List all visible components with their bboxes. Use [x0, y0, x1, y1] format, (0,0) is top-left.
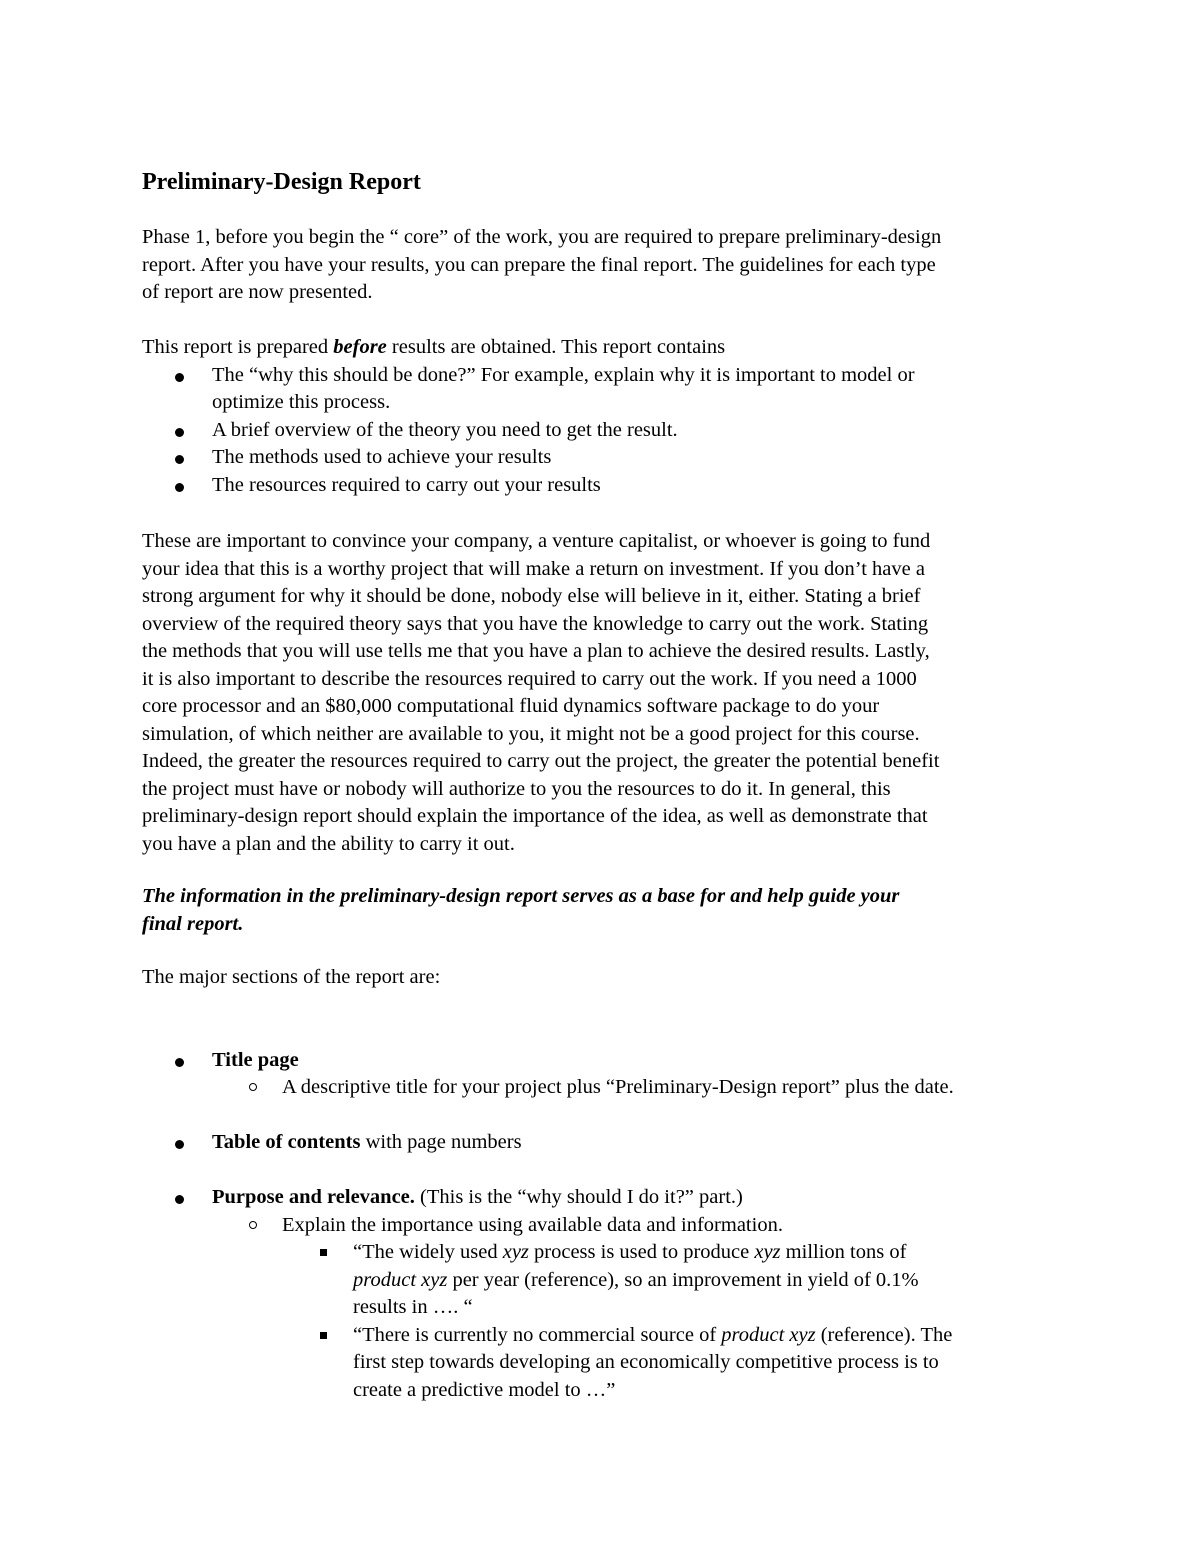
- sub-item-text: Explain the importance using available data and information.: [282, 1213, 783, 1236]
- intro-line: report. After you have your results, you can prepare the final report. The guidelines for each type: [142, 253, 936, 276]
- section-item-title-page: [142, 1047, 1072, 1075]
- bullet-icon: [175, 483, 184, 492]
- bullet-icon: [175, 373, 184, 382]
- list-item: [142, 444, 1072, 472]
- example-text: results in …. “: [353, 1296, 473, 1318]
- example-italic: product xyz: [721, 1323, 816, 1346]
- sections-intro: The major sections of the report are:: [142, 966, 441, 988]
- paragraph-line: Indeed, the greater the resources required to carry out the project, the greater the potential benefit: [142, 750, 940, 772]
- bullet-icon: [175, 455, 184, 464]
- prep-lead: [142, 334, 1072, 362]
- body-paragraph: [142, 528, 1072, 858]
- list-item: [142, 362, 1072, 417]
- bullet-icon: [175, 428, 184, 437]
- section-label: Table of contents: [212, 1131, 361, 1153]
- example-text: “There is currently no commercial source of: [353, 1323, 722, 1346]
- emphasis-line: The information in the preliminary-design report serves as a base for and help guide your: [142, 885, 900, 907]
- bullet-icon: [175, 1140, 184, 1149]
- sub-list-item: [142, 1212, 1072, 1240]
- paragraph-line: the methods that you will use tells me that you have a plan to achieve the desired results. Lastly,: [142, 640, 930, 662]
- paragraph-line: simulation, of which neither are available to you, it might not be a good project for this course.: [142, 722, 920, 745]
- section-text: with page numbers: [360, 1131, 522, 1153]
- circle-bullet-icon: [249, 1083, 257, 1091]
- example-text: (reference). The: [815, 1323, 953, 1346]
- section-item-purpose: [142, 1184, 1072, 1212]
- paragraph-line: core processor and an $80,000 computational fluid dynamics software package to do your: [142, 695, 880, 717]
- example-item: [142, 1322, 1072, 1405]
- list-item-text: The “why this should be done?” For example, explain why it is important to model or: [212, 363, 915, 386]
- intro-line: Phase 1, before you begin the “ core” of the work, you are required to prepare preliminary-design: [142, 226, 942, 248]
- square-bullet-icon: [320, 1249, 327, 1256]
- section-label: Purpose and relevance.: [212, 1186, 415, 1208]
- sub-item-text: A descriptive title for your project plus “Preliminary-Design report” plus the date.: [282, 1076, 954, 1098]
- example-item: [142, 1239, 1072, 1322]
- prep-lead-text: results are obtained. This report contains: [386, 336, 726, 358]
- example-text: “The widely used: [353, 1241, 503, 1263]
- paragraph-line: preliminary-design report should explain the importance of the idea, as well as demonstrate that: [142, 805, 928, 827]
- intro-paragraph: [142, 224, 1072, 307]
- example-text: process is used to produce: [528, 1241, 755, 1263]
- paragraph-line: the project must have or nobody will authorize to you the resources to do it. In general, this: [142, 777, 891, 800]
- paragraph-line: strong argument for why it should be done, nobody else will believe in it, either. Stating a brief: [142, 585, 921, 607]
- circle-bullet-icon: [249, 1221, 257, 1229]
- list-item-text: optimize this process.: [212, 391, 391, 413]
- list-item-text: A brief overview of the theory you need to get the result.: [212, 418, 678, 441]
- paragraph-line: overview of the required theory says that you have the knowledge to carry out the work. Stating: [142, 612, 929, 635]
- page-title: Preliminary-Design Report: [142, 169, 421, 195]
- prep-lead-emphasis: before: [333, 336, 387, 358]
- example-italic: xyz: [754, 1241, 781, 1263]
- list-item-text: The resources required to carry out your results: [212, 473, 601, 496]
- example-text: first step towards developing an economically competitive process is to: [353, 1351, 939, 1373]
- example-italic: product xyz: [353, 1268, 448, 1291]
- bullet-icon: [175, 1195, 184, 1204]
- list-item-text: The methods used to achieve your results: [212, 446, 552, 468]
- example-text: create a predictive model to …”: [353, 1378, 616, 1401]
- section-text: (This is the “why should I do it?” part.): [414, 1186, 743, 1208]
- paragraph-line: you have a plan and the ability to carry it out.: [142, 832, 515, 855]
- sub-list-item: [142, 1074, 1072, 1102]
- example-italic: xyz: [502, 1241, 529, 1263]
- emphasis-paragraph: [142, 883, 1072, 938]
- section-item-toc: [142, 1129, 1072, 1157]
- bullet-icon: [175, 1058, 184, 1067]
- paragraph-line: it is also important to describe the resources required to carry out the work. If you need a 1000: [142, 667, 917, 690]
- paragraph-line: your idea that this is a worthy project that will make a return on investment. If you don’t have a: [142, 557, 925, 580]
- intro-line: of report are now presented.: [142, 281, 373, 303]
- example-text: million tons of: [780, 1241, 907, 1263]
- emphasis-line: final report.: [142, 912, 244, 935]
- section-label: Title page: [212, 1048, 299, 1071]
- paragraph-line: These are important to convince your company, a venture capitalist, or whoever is going to fund: [142, 530, 931, 552]
- square-bullet-icon: [320, 1332, 327, 1339]
- list-item: [142, 472, 1072, 500]
- prep-lead-text: This report is prepared: [142, 336, 334, 358]
- list-item: [142, 417, 1072, 445]
- document-page: [142, 166, 1072, 1404]
- example-text: per year (reference), so an improvement in yield of 0.1%: [447, 1268, 919, 1291]
